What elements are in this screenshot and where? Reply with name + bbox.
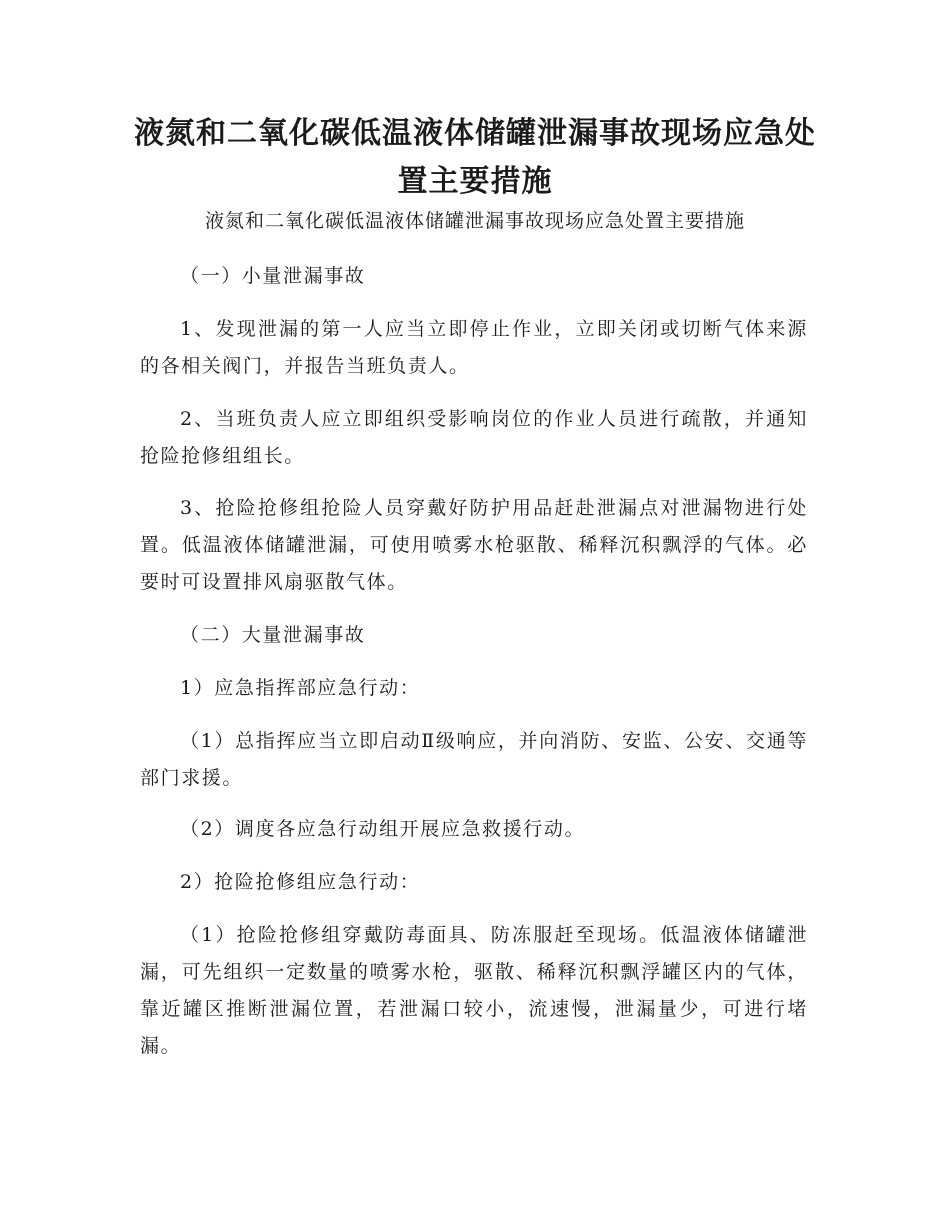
paragraph-command-1: （1）总指挥应当立即启动Ⅱ级响应，并向消防、安监、公安、交通等部门求援。 (140, 730, 808, 789)
section-heading-large-leak: （二）大量泄漏事故 (180, 624, 366, 646)
document-title: 液氮和二氧化碳低温液体储罐泄漏事故现场应急处置主要措施 (134, 116, 816, 199)
paragraph-repair-1: （1）抢险抢修组穿戴防毒面具、防冻服赶至现场。低温液体储罐泄漏，可先组织一定数量的喷雾水枪，驱散、稀释沉积飘浮罐区内的气体，靠近罐区推断泄漏位置，若泄漏口较小，流速慢，泄漏量少，可进行堵漏。 (140, 924, 808, 1057)
paragraph-2: 2、当班负责人应立即组织受影响岗位的作业人员进行疏散，并通知抢险抢修组组长。 (140, 408, 808, 467)
paragraph-1: 1、发现泄漏的第一人应当立即停止作业，立即关闭或切断气体来源的各相关阀门，并报告当班负责人。 (140, 318, 808, 377)
document-subtitle: 液氮和二氧化碳低温液体储罐泄漏事故现场应急处置主要措施 (204, 210, 745, 232)
paragraph-repair-action: 2）抢险抢修组应急行动： (180, 871, 421, 893)
paragraph-3: 3、抢险抢修组抢险人员穿戴好防护用品赶赴泄漏点对泄漏物进行处置。低温液体储罐泄漏，可使用喷雾水枪驱散、稀释沉积飘浮的气体。必要时可设置排风扇驱散气体。 (140, 497, 808, 593)
section-heading-small-leak: （一）小量泄漏事故 (180, 265, 366, 287)
paragraph-command-action: 1）应急指挥部应急行动： (180, 677, 421, 699)
paragraph-command-2: （2）调度各应急行动组开展应急救援行动。 (180, 818, 586, 840)
